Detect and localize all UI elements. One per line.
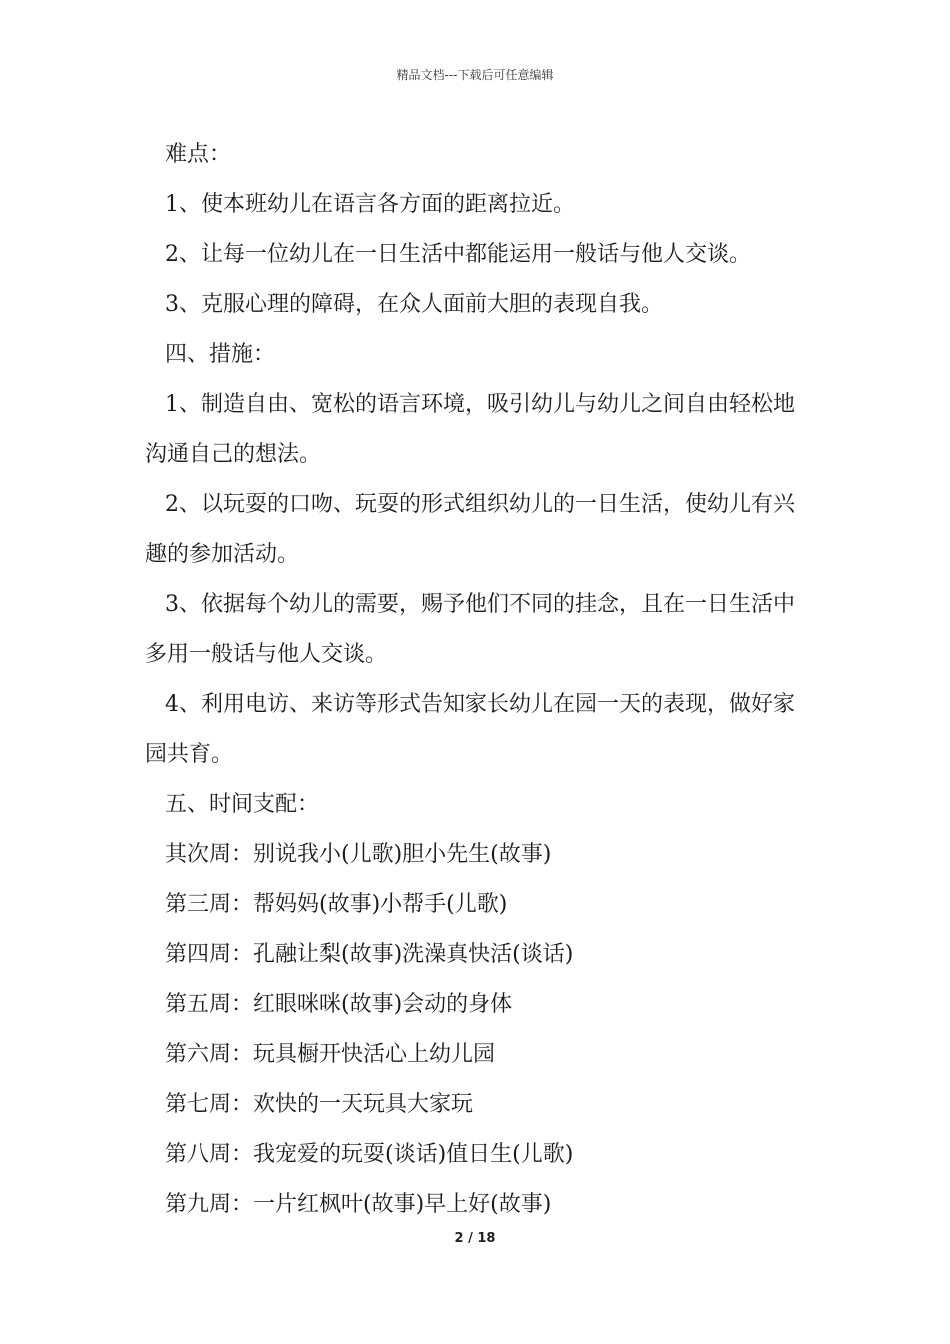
paragraph [145, 130, 810, 180]
text-line: 3、克服心理的障碍，在众人面前大胆的表现自我。 [165, 292, 663, 317]
text-line: 第五周：红眼咪咪(故事)会动的身体 [165, 992, 513, 1017]
page-header: 精品文档---下载后可任意编辑 [396, 68, 554, 82]
text-line: 第八周：我宠爱的玩耍(谈话)值日生(儿歌) [165, 1142, 574, 1167]
schedule-item [145, 830, 810, 880]
paragraph [145, 230, 810, 280]
text-line: 第七周：欢快的一天玩具大家玩 [165, 1092, 474, 1117]
text-line: 其次周：别说我小(儿歌)胆小先生(故事) [165, 842, 552, 867]
text-line: 趣的参加活动。 [145, 542, 300, 567]
text-line: 沟通自己的想法。 [145, 442, 322, 467]
schedule-item [145, 880, 810, 930]
section-heading [145, 330, 810, 380]
schedule-item [145, 1080, 810, 1130]
text-line: 1、制造自由、宽松的语言环境，吸引幼儿与幼儿之间自由轻松地 [165, 392, 795, 417]
section-heading [145, 780, 810, 830]
text-line: 第九周：一片红枫叶(故事)早上好(故事) [165, 1192, 552, 1217]
paragraph [145, 580, 810, 680]
text-line: 1、使本班幼儿在语言各方面的距离拉近。 [165, 192, 575, 217]
paragraph [145, 280, 810, 330]
paragraph [145, 480, 810, 580]
text-line: 第四周：孔融让梨(故事)洗澡真快活(谈话) [165, 942, 574, 967]
schedule-item [145, 980, 810, 1030]
text-line: 3、依据每个幼儿的需要，赐予他们不同的挂念，且在一日生活中 [165, 592, 795, 617]
schedule-item [145, 1130, 810, 1180]
paragraph [145, 180, 810, 230]
text-line: 第六周：玩具橱开快活心上幼儿园 [165, 1042, 496, 1067]
text-line: 多用一般话与他人交谈。 [145, 642, 388, 667]
paragraph [145, 680, 810, 780]
text-line: 五、时间支配： [165, 792, 320, 817]
text-line: 难点： [165, 142, 232, 167]
paragraph [145, 380, 810, 480]
schedule-item [145, 1030, 810, 1080]
text-line: 第三周：帮妈妈(故事)小帮手(儿歌) [165, 892, 508, 917]
document-body [145, 130, 810, 1230]
text-line: 4、利用电访、来访等形式告知家长幼儿在园一天的表现，做好家 [165, 692, 795, 717]
text-line: 四、措施： [165, 342, 276, 367]
text-line: 园共育。 [145, 742, 234, 767]
page-number: 2 / 18 [454, 1231, 496, 1246]
schedule-item [145, 930, 810, 980]
text-line: 2、以玩耍的口吻、玩耍的形式组织幼儿的一日生活，使幼儿有兴 [165, 492, 795, 517]
schedule-item [145, 1180, 810, 1230]
text-line: 2、让每一位幼儿在一日生活中都能运用一般话与他人交谈。 [165, 242, 751, 267]
